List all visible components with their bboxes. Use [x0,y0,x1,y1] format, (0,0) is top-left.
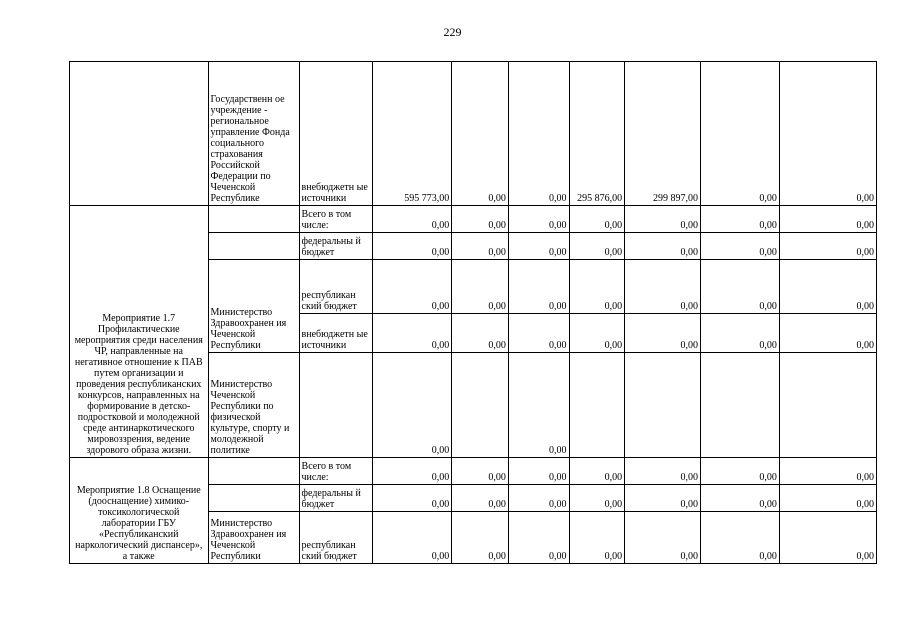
value-cell: 0,00 [779,512,876,564]
value-cell: 0,00 [779,62,876,206]
value-cell: 0,00 [569,314,625,353]
value-cell: 0,00 [569,512,625,564]
value-cell: 0,00 [779,485,876,512]
value-cell: 0,00 [452,485,509,512]
table-row [70,206,877,233]
value-cell: 0,00 [700,458,779,485]
value-cell: 0,00 [700,314,779,353]
executor-cell [208,233,299,260]
value-cell [779,353,876,458]
executor-cell [208,485,299,512]
event-cell: Мероприятие 1.7 Профилактические мероприятия среди населения ЧР, направленные на негативное отношение к ПАВ путем организации и проведения республиканских конкурсов, направленных на формирование в детско-подростковой и молодежной среде антинаркотического мировоззрения, ведение здорового образа жизни. [70,206,209,458]
value-cell: 0,00 [700,485,779,512]
value-cell: 0,00 [373,458,452,485]
value-cell: 0,00 [779,233,876,260]
value-cell: 0,00 [508,62,569,206]
source-cell: Всего в том числе: [299,206,373,233]
value-cell: 0,00 [452,206,509,233]
source-cell: Всего в том числе: [299,458,373,485]
value-cell: 0,00 [373,353,452,458]
source-cell: федеральны й бюджет [299,485,373,512]
value-cell [700,353,779,458]
budget-table [69,61,877,564]
value-cell: 0,00 [452,512,509,564]
value-cell: 0,00 [625,458,701,485]
value-cell: 0,00 [625,314,701,353]
value-cell: 0,00 [373,260,452,314]
value-cell: 0,00 [700,260,779,314]
value-cell [569,353,625,458]
value-cell: 0,00 [452,458,509,485]
value-cell: 0,00 [700,206,779,233]
event-cell: Мероприятие 1.8 Оснащение (дооснащение) химико-токсикологической лаборатории ГБУ «Республиканский наркологический диспансер», а также [70,458,209,564]
executor-cell: Государственн ое учреждение - региональное управление Фонда социального страхования Российской Федерации по Чеченской Республике [208,62,299,206]
value-cell: 0,00 [373,314,452,353]
value-cell: 299 897,00 [625,62,701,206]
value-cell: 0,00 [452,314,509,353]
value-cell: 0,00 [625,512,701,564]
source-cell: республикан ский бюджет [299,260,373,314]
value-cell: 0,00 [569,485,625,512]
source-cell: республикан ский бюджет [299,512,373,564]
value-cell: 0,00 [373,512,452,564]
value-cell: 0,00 [569,206,625,233]
value-cell: 0,00 [569,260,625,314]
executor-cell: Министерство Чеченской Республики по физической культуре, спорту и молодежной политике [208,353,299,458]
executor-cell: Министерство Здравоохранен ия Чеченской Республики [208,260,299,353]
value-cell [625,353,701,458]
source-cell [299,353,373,458]
value-cell: 0,00 [373,233,452,260]
value-cell: 0,00 [569,233,625,260]
value-cell: 0,00 [779,314,876,353]
value-cell: 0,00 [508,314,569,353]
value-cell: 0,00 [508,458,569,485]
value-cell [452,353,509,458]
value-cell: 0,00 [508,353,569,458]
executor-cell: Министерство Здравоохранен ия Чеченской Республики [208,512,299,564]
event-cell [70,62,209,206]
value-cell: 0,00 [452,260,509,314]
value-cell: 0,00 [625,485,701,512]
value-cell: 0,00 [452,62,509,206]
value-cell: 595 773,00 [373,62,452,206]
value-cell: 0,00 [373,485,452,512]
value-cell: 0,00 [625,206,701,233]
table-row [70,458,877,485]
source-cell: внебюджетн ые источники [299,62,373,206]
value-cell: 0,00 [700,512,779,564]
executor-cell [208,458,299,485]
value-cell: 0,00 [508,512,569,564]
value-cell: 0,00 [508,233,569,260]
table-row [70,62,877,206]
value-cell: 0,00 [625,233,701,260]
value-cell: 0,00 [700,62,779,206]
value-cell: 0,00 [625,260,701,314]
source-cell: федеральны й бюджет [299,233,373,260]
value-cell: 295 876,00 [569,62,625,206]
value-cell: 0,00 [452,233,509,260]
executor-cell [208,206,299,233]
value-cell: 0,00 [508,260,569,314]
value-cell: 0,00 [700,233,779,260]
value-cell: 0,00 [373,206,452,233]
value-cell: 0,00 [508,206,569,233]
source-cell: внебюджетн ые источники [299,314,373,353]
page-number: 229 [443,25,462,39]
value-cell: 0,00 [779,260,876,314]
value-cell: 0,00 [779,458,876,485]
value-cell: 0,00 [779,206,876,233]
value-cell: 0,00 [508,485,569,512]
value-cell: 0,00 [569,458,625,485]
